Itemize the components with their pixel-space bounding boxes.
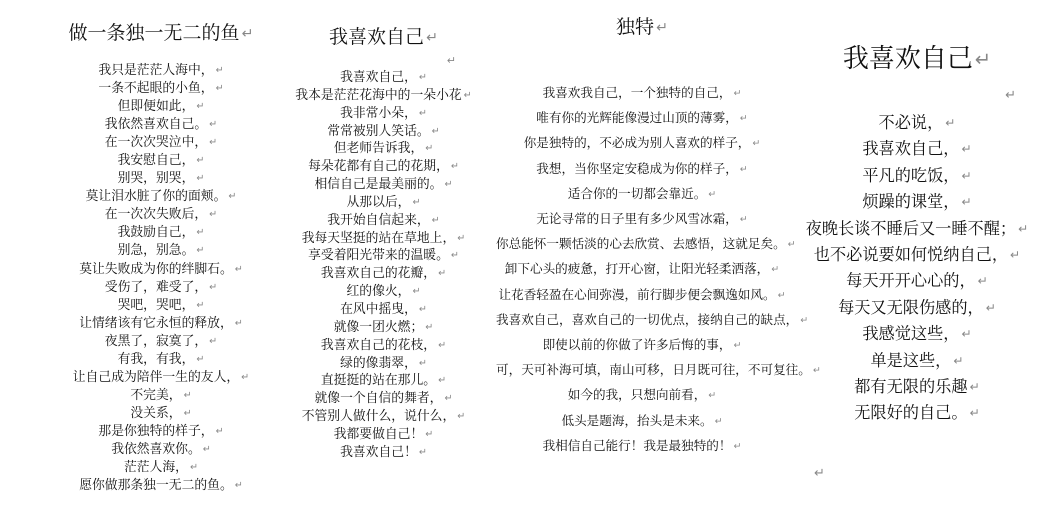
poem-line-text: 就像一团火燃； [333, 319, 424, 335]
poem-line-text: 无论寻常的日子里有多少风雪冰霜， [536, 211, 738, 227]
poem-line [275, 123, 492, 141]
paragraph-mark-icon: ↵ [234, 263, 243, 275]
poem-title: 我喜欢自己 ↵ [329, 26, 438, 48]
poem-line [496, 434, 788, 459]
poem-line [275, 319, 492, 337]
poem-line [496, 308, 809, 333]
paragraph-mark-icon: ↵ [771, 264, 780, 276]
poem-line [496, 157, 788, 182]
poem-line-text: 不必说， [878, 113, 944, 132]
poem-line-text: 让情绪该有它永恒的释放， [79, 315, 233, 331]
poem-line-text: 我喜欢自己， [340, 70, 417, 85]
poem-line [275, 372, 492, 390]
poem-line [52, 206, 270, 224]
poem-line-text: 我鼓励自己， [117, 225, 195, 241]
poem-line-text: 我依然喜欢自己。 [104, 117, 208, 133]
paragraph-mark-icon: ↵ [425, 428, 434, 440]
poem-line-text: 适合你的一切都会靠近。 [567, 185, 707, 201]
paragraph-mark-icon: ↵ [209, 335, 218, 347]
paragraph-mark-icon: ↵ [752, 138, 761, 150]
paragraph-mark-icon: ↵ [446, 54, 456, 67]
poem-line-text: 我只是茫茫人海中， [98, 63, 214, 78]
poem-line-text: 绿的像翡翠， [340, 355, 417, 371]
paragraph-mark-icon: ↵ [974, 48, 992, 71]
paragraph-mark-icon: ↵ [438, 375, 447, 387]
poem-line-text: 在一次次失败后， [104, 207, 208, 223]
paragraph-mark-icon: ↵ [418, 107, 427, 119]
poem-line-text: 哭吧，哭吧， [117, 297, 195, 313]
poem-line-text: 我喜欢自己的花瓣， [320, 266, 437, 282]
poem-line-text: 我想，当你坚定安稳成为你的样子， [536, 160, 738, 176]
paragraph-mark-icon: ↵ [739, 214, 748, 226]
poem-line-text: 但老师告诉我， [333, 141, 424, 157]
poem-line [52, 387, 270, 405]
poem-line [790, 216, 1044, 242]
paragraph-mark-icon: ↵ [183, 389, 192, 401]
paragraph-mark-icon: ↵ [444, 393, 453, 405]
poem-line-text: 烦躁的课堂， [862, 192, 960, 212]
poem-line-text: 可，天可补海可填，南山可移，日月既可往，不可复往。 [496, 362, 811, 378]
poem-line-text: 让自己成为陪伴一生的友人， [72, 369, 240, 385]
poem-line [52, 224, 270, 242]
poem-line-text: 即使以前的你做了许多后悔的事， [542, 337, 732, 353]
poem-line-text: 夜晚长谈不睡后又一睡不醒； [805, 218, 1017, 238]
poem-line-text: 我安慰自己， [117, 153, 195, 169]
paragraph-mark-icon: ↵ [189, 462, 199, 474]
poem-line [52, 134, 270, 152]
paragraph-mark-icon: ↵ [977, 274, 988, 289]
poem-line-text: 我喜欢自己！ [340, 444, 417, 460]
poem-line [52, 188, 270, 206]
poem-line-text: 别哭，别哭， [117, 171, 195, 187]
poem-line [790, 110, 1044, 136]
poem-line-text: 低头是题海，抬头是未来。 [561, 412, 713, 428]
poem-line-text: 从那以后， [346, 194, 411, 210]
paragraph-mark-icon: ↵ [241, 26, 254, 42]
poem-line [790, 348, 1044, 377]
poem-line [52, 242, 270, 260]
poem-line [275, 158, 492, 176]
poem-line [790, 242, 1044, 268]
poem-line-text: 相信自己是最美丽的。 [314, 177, 443, 193]
poem-line [52, 351, 270, 369]
paragraph-mark-icon: ↵ [425, 143, 434, 155]
paragraph-mark-icon: ↵ [457, 232, 466, 244]
poem-line [52, 279, 270, 297]
paragraph-mark-icon: ↵ [196, 227, 205, 239]
poem-line [275, 444, 492, 462]
paragraph-mark-icon: ↵ [426, 30, 438, 46]
paragraph-mark-icon: ↵ [228, 191, 237, 203]
poem-line-text: 受伤了，难受了， [104, 279, 208, 295]
poem-body [52, 62, 270, 495]
poem-line-text: 愿你做那条独一无二的鱼。 [79, 478, 233, 494]
poem-line [496, 232, 796, 257]
poem-body [496, 81, 821, 459]
poem-line [275, 230, 492, 248]
poem-title: 我喜欢自己 ↵ [842, 44, 992, 74]
poem-line [52, 152, 270, 170]
poem-line-text: 我非常小朵， [340, 105, 417, 121]
poem-line-text: 一条不起眼的小鱼， [98, 81, 214, 97]
poem-line [496, 333, 788, 358]
poem-line-text: 但即便如此， [117, 99, 195, 115]
poem-line [52, 477, 270, 495]
poem-line-text: 常常被别人笑话。 [327, 123, 430, 139]
poem-line [275, 390, 492, 408]
poem-line-text: 每天又无限伤感的， [838, 297, 984, 317]
paragraph-mark-icon: ↵ [196, 173, 205, 185]
paragraph-mark-icon: ↵ [739, 163, 748, 175]
poem-line [275, 105, 492, 123]
poem-line-text: 那是你独特的样子， [98, 423, 214, 439]
paragraph-mark-icon: ↵ [183, 407, 192, 419]
paragraph-mark-icon: ↵ [209, 137, 218, 149]
poem-line-text: 都有无限的乐趣 [854, 377, 968, 397]
poem-line-text: 我相信自己能行！我是最独特的！ [542, 437, 732, 453]
paragraph-mark-icon: ↵ [241, 371, 250, 383]
paragraph-mark-icon: ↵ [418, 72, 427, 83]
poem-line [275, 408, 492, 426]
poem-line-text: 每天开开心心的， [846, 271, 976, 291]
paragraph-mark-icon: ↵ [234, 480, 243, 492]
poem-line [496, 131, 788, 156]
poem-line [275, 265, 492, 283]
paragraph-mark-icon: ↵ [438, 268, 447, 280]
poem-line [52, 405, 270, 423]
paragraph-mark-icon: ↵ [209, 119, 218, 131]
poem-line [790, 163, 1044, 189]
poem-line [52, 369, 270, 387]
poem-line [275, 283, 492, 301]
paragraph-mark-icon: ↵ [215, 65, 224, 76]
paragraph-mark-icon: ↵ [418, 303, 427, 315]
poem-line [496, 81, 788, 106]
poem-line [790, 189, 1044, 215]
poem-line-text: 不完美， [130, 387, 182, 403]
paragraph-mark-icon: ↵ [196, 299, 205, 311]
poem-line [496, 182, 788, 207]
poem-line-text: 平凡的吃饭， [862, 165, 960, 185]
poem-line [496, 383, 788, 408]
poem-line [275, 426, 492, 444]
paragraph-mark-icon: ↵ [450, 250, 459, 262]
poem-line [275, 212, 492, 230]
poem-line [790, 321, 1044, 347]
poem-line [496, 409, 788, 434]
paragraph-mark-icon: ↵ [425, 321, 434, 333]
poem-line [52, 297, 270, 315]
poem-line [52, 261, 270, 279]
poem-line-text: 也不必说要如何悦纳自己， [813, 245, 1009, 265]
poem-line [790, 268, 1044, 294]
poem-line [496, 207, 788, 232]
poem-line [790, 136, 1044, 162]
poem-line [275, 69, 492, 87]
paragraph-mark-icon: ↵ [196, 245, 205, 257]
paragraph-mark-icon: ↵ [961, 168, 972, 183]
poem-line [790, 295, 1044, 321]
poem-line-text: 莫让失败成为你的绊脚石。 [79, 261, 233, 277]
poem-line [275, 176, 492, 194]
paragraph-mark-icon: ↵ [714, 415, 723, 427]
paragraph-mark-icon: ↵ [945, 116, 956, 130]
poem-line-text: 让花香轻盈在心间弥漫，前行脚步便会飘逸如风。 [498, 286, 776, 302]
poem-line-text: 我每天坚挺的站在草地上， [301, 230, 456, 246]
paragraph-mark-icon: ↵ [234, 317, 243, 329]
poem-line [790, 400, 1044, 426]
poem-line-text: 如今的我，只想向前看， [567, 387, 707, 403]
paragraph-mark-icon: ↵ [196, 101, 205, 113]
poem-line [52, 315, 270, 333]
poem-line-text: 红的像火， [346, 284, 411, 300]
poem-line [790, 374, 1044, 400]
paragraph-mark-icon: ↵ [209, 281, 218, 293]
poem-title: 独特 ↵ [616, 16, 668, 38]
paragraph-mark-icon: ↵ [202, 443, 211, 455]
paragraph-mark-icon: ↵ [777, 289, 786, 301]
paragraph-mark-icon: ↵ [444, 179, 453, 191]
poem-line-text: 唯有你的光辉能像漫过山顶的薄雾， [536, 110, 738, 126]
poem-line-text: 我都要做自己！ [333, 426, 424, 442]
poem-line [275, 140, 492, 158]
poem-body [275, 69, 492, 462]
paragraph-mark-icon: ↵ [969, 406, 980, 421]
paragraph-mark-icon: ↵ [739, 113, 748, 125]
paragraph-mark-icon: ↵ [196, 155, 205, 167]
paragraph-mark-icon: ↵ [708, 390, 717, 402]
poem-line-text: 我喜欢我自己，一个独特的自己， [542, 85, 732, 100]
poem-line [275, 247, 492, 265]
paragraph-mark-icon: ↵ [431, 214, 440, 226]
paragraph-mark-icon: ↵ [438, 339, 447, 351]
poem-line-text: 没关系， [130, 405, 182, 421]
paragraph-mark-icon: ↵ [787, 239, 796, 251]
paragraph-mark-icon: ↵ [418, 446, 427, 458]
poem-line-text: 我喜欢自己的花枝， [320, 337, 437, 353]
poem-line [52, 441, 270, 459]
poem-line-text: 我感觉这些， [862, 324, 960, 344]
paragraph-mark-icon: ↵ [196, 353, 205, 365]
poem-line-text: 无限好的自己。 [854, 403, 968, 423]
poem-line-text: 你总能怀一颗恬淡的心去欣赏、去感悟，这就足矣。 [496, 236, 786, 252]
poem-line [52, 98, 270, 116]
paragraph-mark-icon: ↵ [215, 83, 224, 95]
poem-line-text: 别急，别急。 [117, 243, 195, 259]
paragraph-mark-icon: ↵ [733, 88, 742, 99]
paragraph-mark-icon: ↵ [814, 466, 825, 481]
poem-line-text: 我喜欢自己，喜欢自己的一切优点，接纳自己的缺点， [496, 311, 799, 327]
poem-line-text: 我喜欢自己， [862, 139, 960, 159]
poem-line-text: 不管别人做什么，说什么， [301, 409, 456, 425]
paragraph-mark-icon: ↵ [953, 353, 964, 368]
poem-line-text: 有我，有我， [117, 351, 195, 367]
poem-line-text: 莫让泪水脏了你的面颊。 [85, 189, 227, 205]
paragraph-mark-icon: ↵ [215, 425, 224, 437]
poem-line [275, 355, 492, 373]
paragraph-mark-icon: ↵ [961, 195, 972, 210]
poem-line-text: 茫茫人海， [123, 460, 188, 476]
paragraph-mark-icon: ↵ [431, 125, 440, 137]
poem-line-text: 我开始自信起来， [327, 212, 430, 228]
poem-line [52, 62, 270, 80]
paragraph-mark-icon: ↵ [961, 327, 972, 342]
poem-line-text: 你是独特的，不必成为别人喜欢的样子， [523, 135, 751, 151]
paragraph-mark-icon: ↵ [412, 196, 421, 208]
poem-line [52, 333, 270, 351]
poem-line-text: 享受着阳光带来的温暖。 [308, 248, 449, 264]
paragraph-mark-icon: ↵ [412, 286, 421, 298]
poem-line [275, 337, 492, 355]
poem-line [275, 301, 492, 319]
poem-line [275, 194, 492, 212]
poem-line-text: 夜黑了，寂寞了， [104, 333, 208, 349]
paragraph-mark-icon: ↵ [656, 20, 668, 36]
paragraph-mark-icon: ↵ [450, 161, 459, 173]
poem-line [496, 358, 821, 383]
poem-line-text: 在风中摇曳， [340, 301, 417, 317]
poem-line [52, 170, 270, 188]
paragraph-mark-icon: ↵ [733, 440, 742, 452]
paragraph-mark-icon: ↵ [457, 411, 466, 423]
poem-line-text: 直挺挺的站在那儿。 [320, 373, 437, 389]
poem-line [496, 106, 788, 131]
paragraph-mark-icon: ↵ [1010, 248, 1021, 263]
paragraph-mark-icon: ↵ [969, 380, 980, 395]
poem-line-text: 我依然喜欢你。 [111, 441, 201, 457]
poem-line-text: 在一次次哭泣中， [104, 135, 208, 151]
poem-line [52, 116, 270, 134]
poem-body [787, 110, 1044, 427]
paragraph-mark-icon: ↵ [463, 89, 472, 101]
paragraph-mark-icon: ↵ [708, 188, 717, 200]
paragraph-mark-icon: ↵ [209, 209, 218, 221]
poem-line [496, 257, 788, 282]
poem-line-text: 就像一个自信的舞者， [314, 391, 443, 407]
paragraph-mark-icon: ↵ [1018, 221, 1029, 236]
paragraph-mark-icon: ↵ [812, 365, 821, 377]
paragraph-mark-icon: ↵ [800, 314, 809, 326]
paragraph-mark-icon: ↵ [418, 357, 427, 369]
poem-line [52, 459, 270, 477]
poem-line-text: 卸下心头的疲惫，打开心窗，让阳光轻柔洒落， [504, 261, 770, 277]
paragraph-mark-icon: ↵ [985, 300, 996, 315]
poem-title: 做一条独一无二的鱼 ↵ [68, 22, 254, 44]
paragraph-mark-icon: ↵ [1005, 88, 1016, 103]
poem-line [275, 87, 492, 105]
poem-line [496, 283, 788, 308]
paragraph-mark-icon: ↵ [961, 142, 972, 157]
poem-line [52, 80, 270, 98]
poem-line [52, 423, 270, 441]
poem-line-text: 单是这些， [870, 350, 952, 370]
poem-line-text: 每朵花都有自己的花期， [308, 159, 449, 175]
paragraph-mark-icon: ↵ [733, 340, 742, 352]
poem-line-text: 我本是茫茫花海中的一朵小花 [295, 87, 462, 103]
